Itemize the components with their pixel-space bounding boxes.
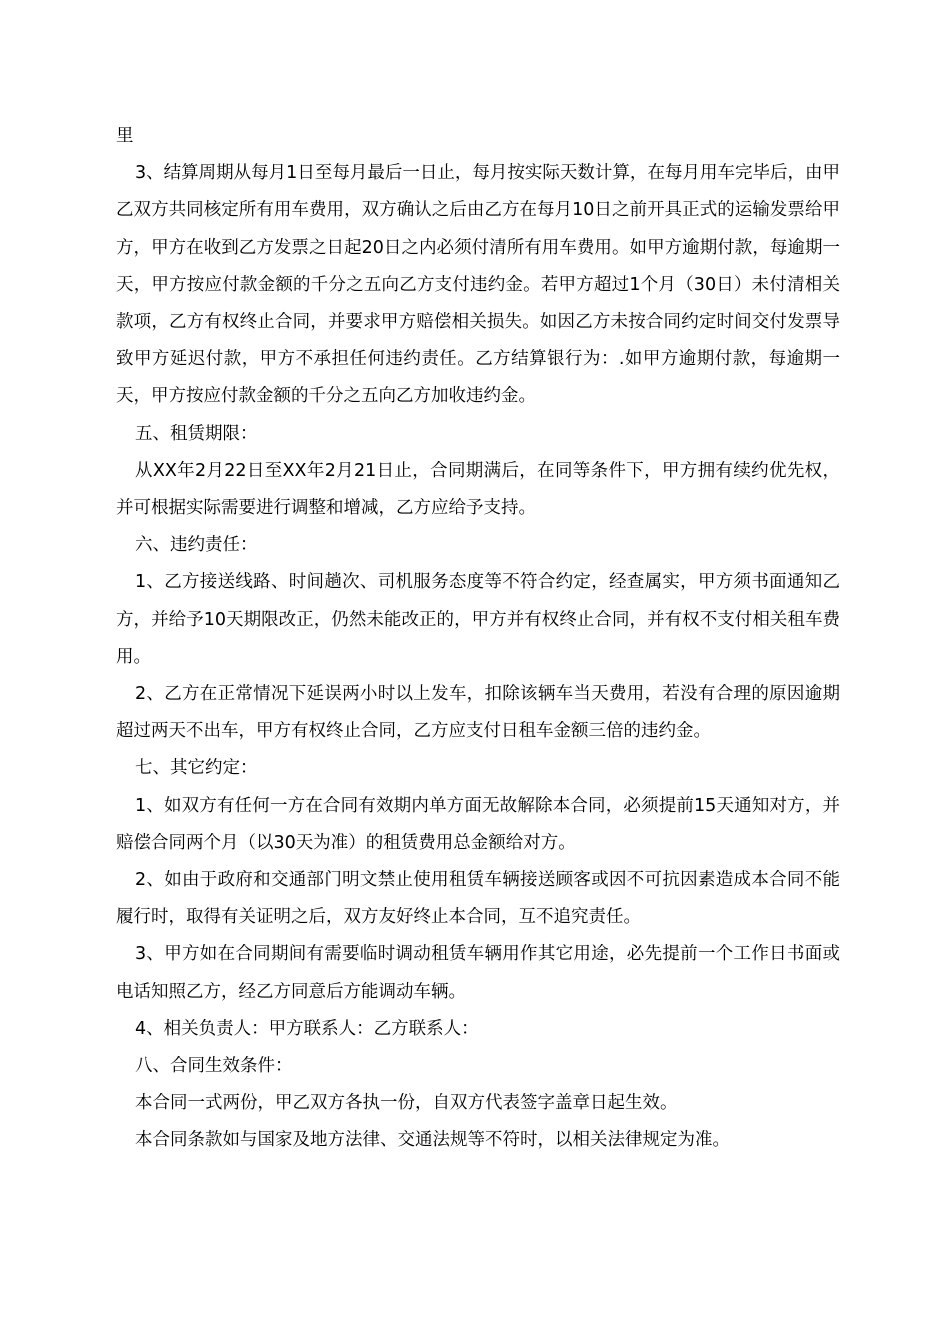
section-heading-liability: 六、违约责任：: [135, 535, 258, 556]
section-heading-other-terms: 七、其它约定：: [135, 758, 258, 779]
paragraph-liability-2: 2、乙方在正常情况下延误两小时以上发车，扣除该辆车当天费用，若没有合理的原因逾期超过两天不出车，甲方有权终止合同，乙方应支付日租车金额三倍的违约金。: [116, 684, 840, 742]
paragraph-effective-1: 本合同一式两份，甲乙双方各执一份，自双方代表签字盖章日起生效。: [135, 1093, 678, 1114]
paragraph-effective-2: 本合同条款如与国家及地方法律、交通法规等不符时，以相关法律规定为准。: [135, 1130, 730, 1151]
paragraph-other-terms-1: 1、如双方有任何一方在合同有效期内单方面无故解除本合同，必须提前15天通知对方，并赔偿合同两个月（以30天为准）的租赁费用总金额给对方。: [116, 795, 840, 853]
paragraph-continuation: 里: [116, 126, 134, 146]
section-heading-effective-conditions: 八、合同生效条件：: [135, 1056, 293, 1077]
paragraph-liability-1: 1、乙方接送线路、时间趟次、司机服务态度等不符合约定，经查属实，甲方须书面通知乙方，并给予10天期限改正，仍然未能改正的，甲方并有权终止合同，并有权不支付相关租车费用。: [116, 572, 840, 667]
paragraph-settlement-clause: 3、结算周期从每月1日至每月最后一日止，每月按实际天数计算，在每月用车完毕后，由甲乙双方共同核定所有用车费用，双方确认之后由乙方在每月10日之前开具正式的运输发票给甲方，甲方在收到乙方发票之日起20日之内必须付清所有用车费用。如甲方逾期付款，每逾期一天，甲方按应付款金额的千分之五向乙方支付违约金。若甲方超过1个月（30日）未付清相关款项，乙方有权终止合同，并要求甲方赔偿相关损失。如因乙方未按合同约定时间交付发票导致甲方延迟付款，甲方不承担任何违约责任。乙方结算银行为：.如甲方逾期付款，每逾期一天，甲方按应付款金额的千分之五向乙方加收违约金。: [116, 163, 840, 407]
paragraph-other-terms-2: 2、如由于政府和交通部门明文禁止使用租赁车辆接送顾客或因不可抗因素造成本合同不能履行时，取得有关证明之后，双方友好终止本合同，互不追究责任。: [116, 870, 840, 928]
section-heading-lease-term: 五、租赁期限：: [135, 423, 258, 444]
paragraph-other-terms-4: 4、相关负责人：甲方联系人：乙方联系人：: [135, 1018, 479, 1039]
paragraph-lease-term: 从XX年2月22日至XX年2月21日止，合同期满后，在同等条件下，甲方拥有续约优先权，并可根据实际需要进行调整和增减，乙方应给予支持。: [116, 460, 840, 519]
paragraph-other-terms-3: 3、甲方如在合同期间有需要临时调动租赁车辆用作其它用途，必先提前一个工作日书面或电话知照乙方，经乙方同意后方能调动车辆。: [116, 944, 840, 1002]
document-body: [116, 118, 840, 1160]
